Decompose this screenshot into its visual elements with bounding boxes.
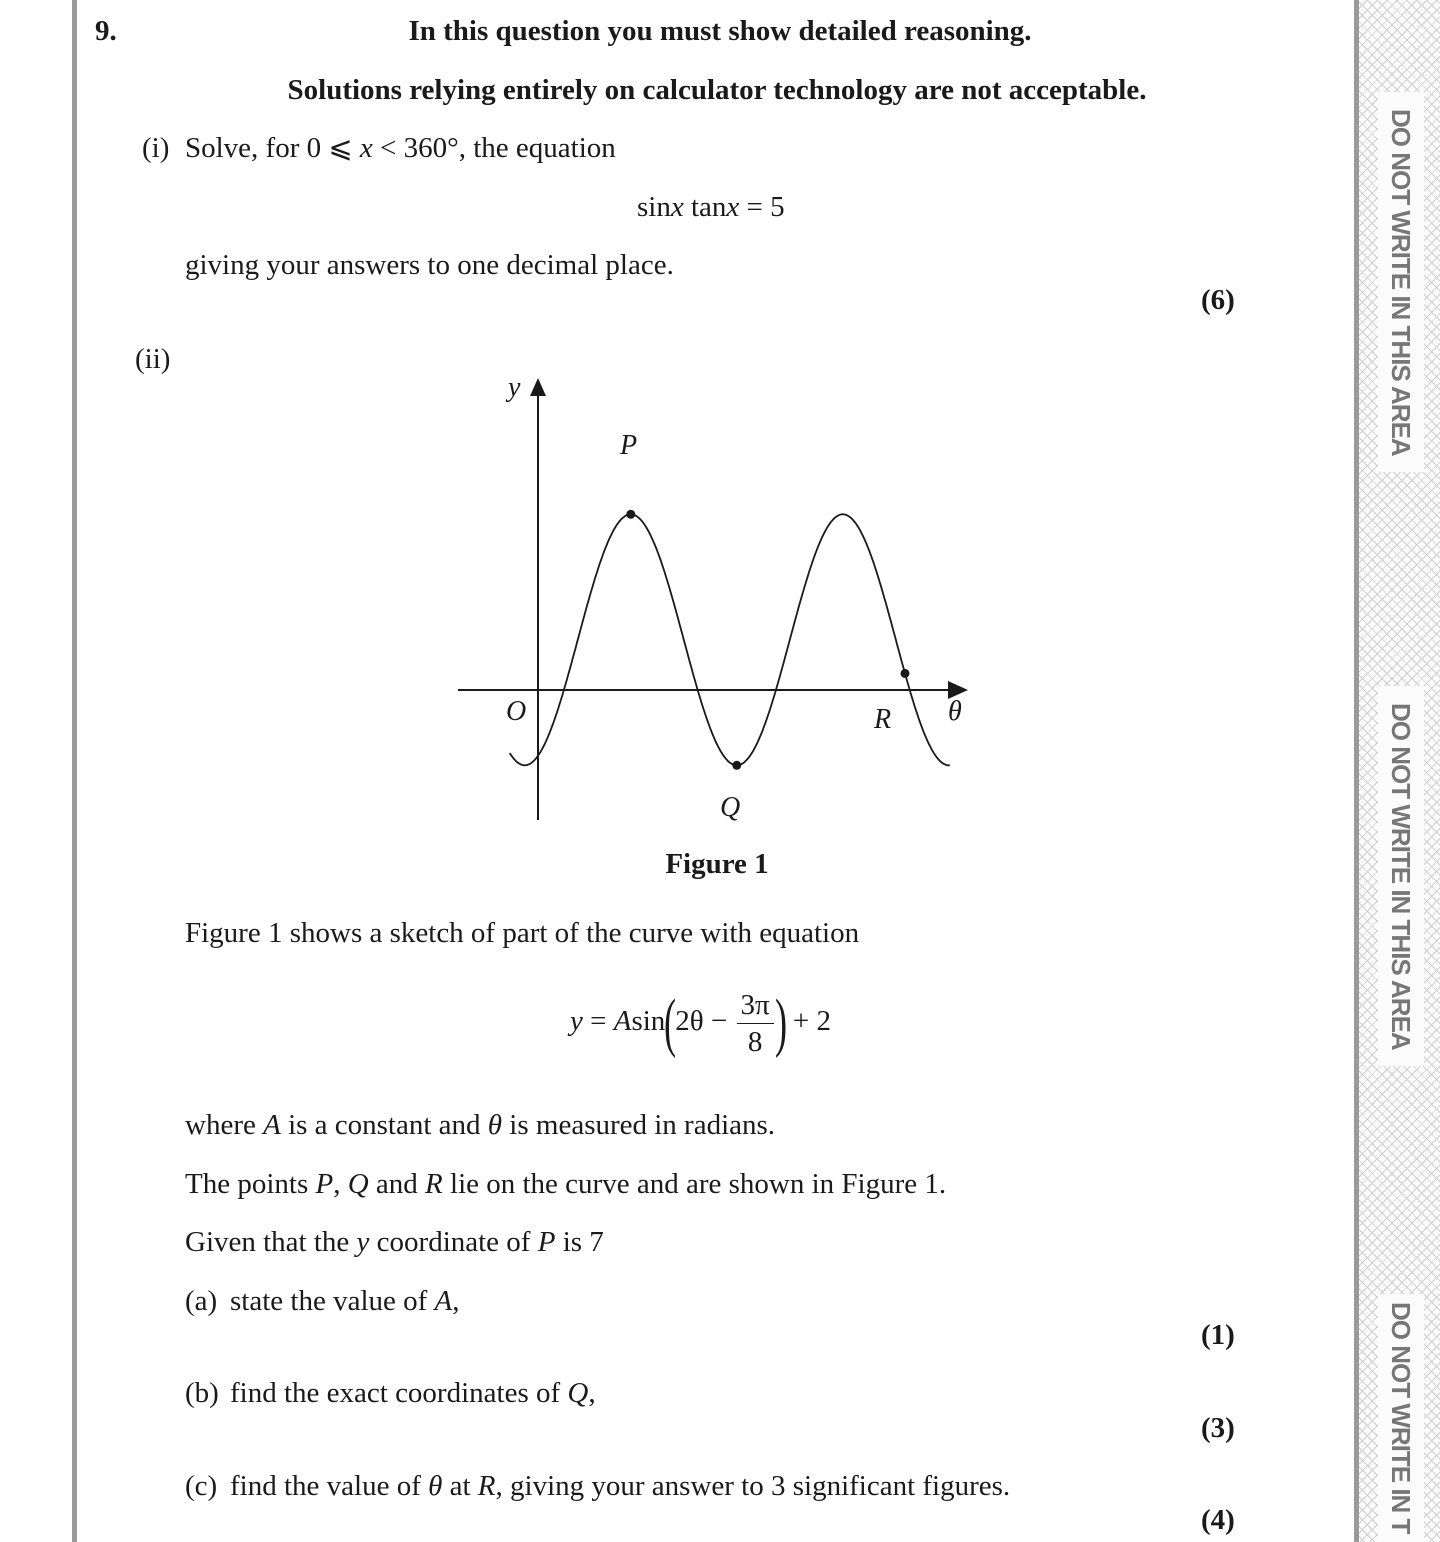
point-r-marker [901, 669, 910, 678]
do-not-write-label-1: DO NOT WRITE IN THIS AREA [1378, 92, 1424, 472]
do-not-write-label-2: DO NOT WRITE IN THIS AREA [1378, 686, 1424, 1066]
part-b-label: (b) [185, 1377, 219, 1409]
part-a-marks: (1) [1201, 1319, 1235, 1351]
part-b-text: find the exact coordinates of Q, [230, 1377, 596, 1409]
part-i-label: (i) [142, 132, 170, 164]
point-p-marker [626, 510, 635, 519]
part-i-marks: (6) [1201, 284, 1235, 316]
given-note: Given that the y coordinate of P is 7 [185, 1226, 604, 1258]
fraction-denominator: 8 [747, 1025, 763, 1058]
figure-1-graph [440, 368, 980, 838]
point-q-label: Q [720, 792, 741, 823]
part-c-marks: (4) [1201, 1504, 1235, 1536]
origin-label: O [506, 696, 527, 727]
part-a-label: (a) [185, 1285, 218, 1317]
left-margin-line [72, 0, 77, 1542]
y-axis-arrow [530, 378, 546, 396]
point-r-label: R [874, 704, 892, 735]
do-not-write-label-3: DO NOT WRITE IN T [1378, 1294, 1424, 1542]
part-b-marks: (3) [1201, 1412, 1235, 1444]
part-c-text: find the value of θ at R, giving your answer to 3 significant figures. [230, 1470, 1011, 1502]
part-i-equation: sinx tanx = 5 [637, 191, 785, 223]
part-i-instruction: giving your answers to one decimal place. [185, 249, 674, 281]
curve-equation: y = Asin(2θ − $\frac{3\pi}{8}$ ) + 2 [570, 986, 832, 1060]
instruction-calculator: Solutions relying entirely on calculator technology are not acceptable. [287, 74, 1147, 106]
theta-axis-label: θ [948, 696, 962, 727]
part-c-label: (c) [185, 1470, 218, 1502]
y-axis-label: y [508, 372, 521, 403]
part-ii-label: (ii) [135, 343, 171, 375]
points-note: The points P, Q and R lie on the curve and are shown in Figure 1. [185, 1168, 947, 1200]
constant-note: where A is a constant and θ is measured in radians. [185, 1109, 776, 1141]
figure-caption: Figure 1 [665, 848, 769, 880]
part-a-text: state the value of A, [230, 1285, 460, 1317]
figure-intro: Figure 1 shows a sketch of part of the curve with equation [185, 917, 860, 949]
question-number: 9. [95, 15, 117, 47]
point-p-label: P [620, 430, 638, 461]
right-margin-line [1354, 0, 1359, 1542]
fraction-numerator: 3π [737, 989, 774, 1024]
point-q-marker [732, 761, 741, 770]
instruction-reasoning: In this question you must show detailed reasoning. [408, 15, 1032, 47]
part-i-prompt: Solve, for 0 ⩽ x < 360°, the equation [185, 132, 616, 164]
